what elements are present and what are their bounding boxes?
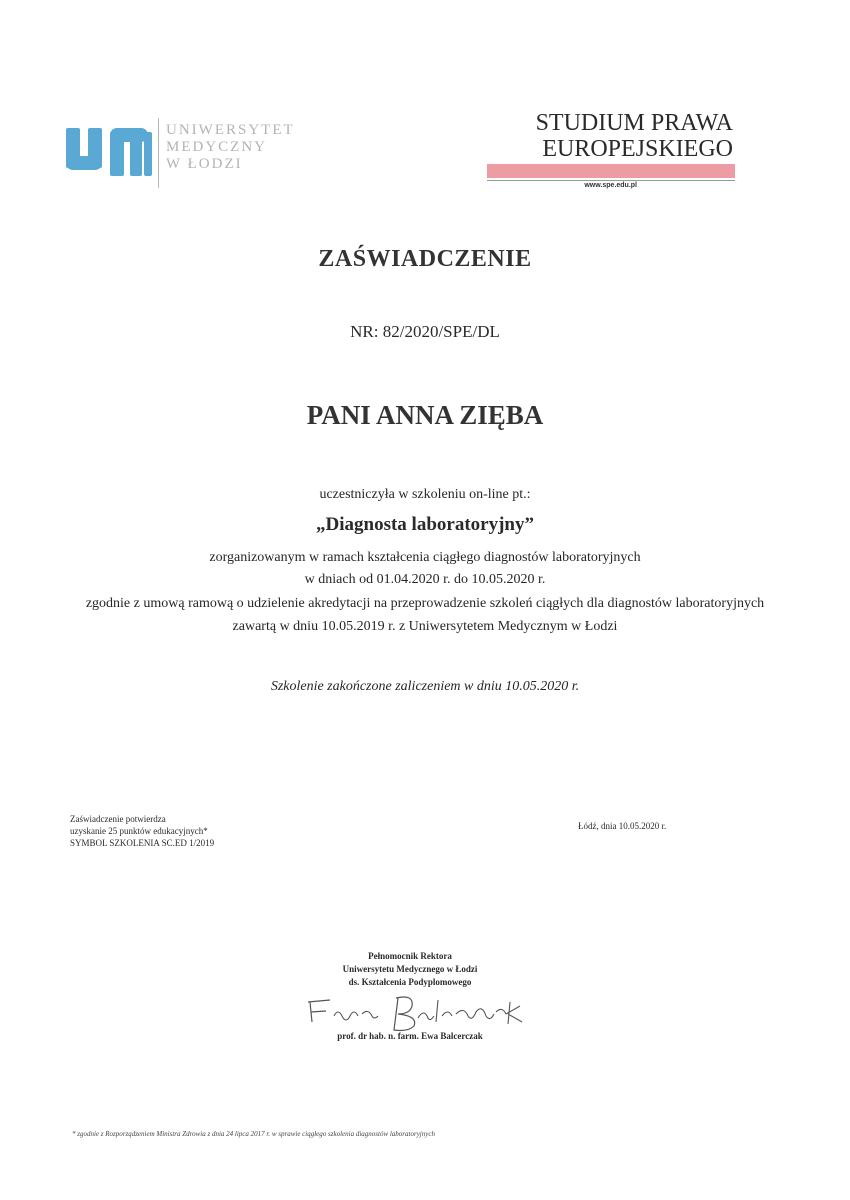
agreement-text: zgodnie z umową ramową o udzielenie akredytacji na przeprowadzenie szkoleń ciągłych dla diagnostów laboratoryjnych: [85, 596, 765, 611]
um-logo-divider: [158, 118, 159, 188]
recipient-name: PANI ANNA ZIĘBA: [306, 400, 544, 430]
um-logo-line-1: UNIWERSYTET: [166, 122, 295, 138]
spe-logo-line-1: STUDIUM PRAWA: [535, 110, 733, 136]
course-dates: w dniach od 01.04.2020 r. do 10.05.2020 r.: [304, 572, 546, 587]
signatory-line-1: Pełnomocnik Rektora: [368, 951, 452, 961]
completion-text: Szkolenie zakończone zaliczeniem w dniu 10.05.2020 r.: [270, 679, 580, 694]
um-logo: [64, 118, 304, 188]
participation-text: uczestniczyła w szkoleniu on-line pt.:: [319, 487, 531, 502]
organized-text: zorganizowanym w ramach kształcenia ciągłego diagnostów laboratoryjnych: [209, 550, 641, 565]
course-title: „Diagnosta laboratoryjny”: [316, 514, 534, 535]
signatory-line-2: Uniwersytetu Medycznego w Łodzi: [342, 964, 478, 974]
points-info-line-1: Zaświadczenie potwierdza: [70, 814, 166, 824]
training-symbol: SYMBOL SZKOLENIA SC.ED 1/2019: [70, 838, 215, 848]
footnote: * zgodnie z Rozporządzeniem Ministra Zdrowia z dnia 24 lipca 2017 r. w sprawie ciągłego szkolenia diagnostów laboratoryjnych: [72, 1130, 435, 1138]
signatory-name: prof. dr hab. n. farm. Ewa Balcerczak: [337, 1031, 483, 1041]
signatory-line-3: ds. Kształcenia Podyplomowego: [348, 977, 472, 987]
points-info: [70, 813, 214, 849]
spe-logo-rule: [487, 180, 735, 181]
spe-logo-line-2: EUROPEJSKIEGO: [542, 136, 733, 162]
spe-logo-bar: [487, 164, 735, 178]
spe-logo: [487, 106, 737, 192]
certificate-number: NR: 82/2020/SPE/DL: [350, 322, 500, 341]
points-info-line-2: uzyskanie 25 punktów edukacyjnych*: [70, 826, 208, 836]
spe-logo-url: www.spe.edu.pl: [584, 182, 637, 189]
handwritten-signature: [300, 992, 530, 1034]
signatory-title: [250, 950, 570, 989]
place-date: Łódź, dnia 10.05.2020 r.: [578, 821, 667, 831]
um-logo-text: [166, 122, 306, 173]
um-logo-mark: [64, 122, 154, 180]
signed-agreement-text: zawartą w dniu 10.05.2019 r. z Uniwersytetem Medycznym w Łodzi: [232, 619, 618, 634]
um-logo-line-3: W ŁODZI: [166, 156, 243, 172]
um-logo-line-2: MEDYCZNY: [166, 139, 267, 155]
certificate-title: ZAŚWIADCZENIE: [318, 246, 532, 272]
